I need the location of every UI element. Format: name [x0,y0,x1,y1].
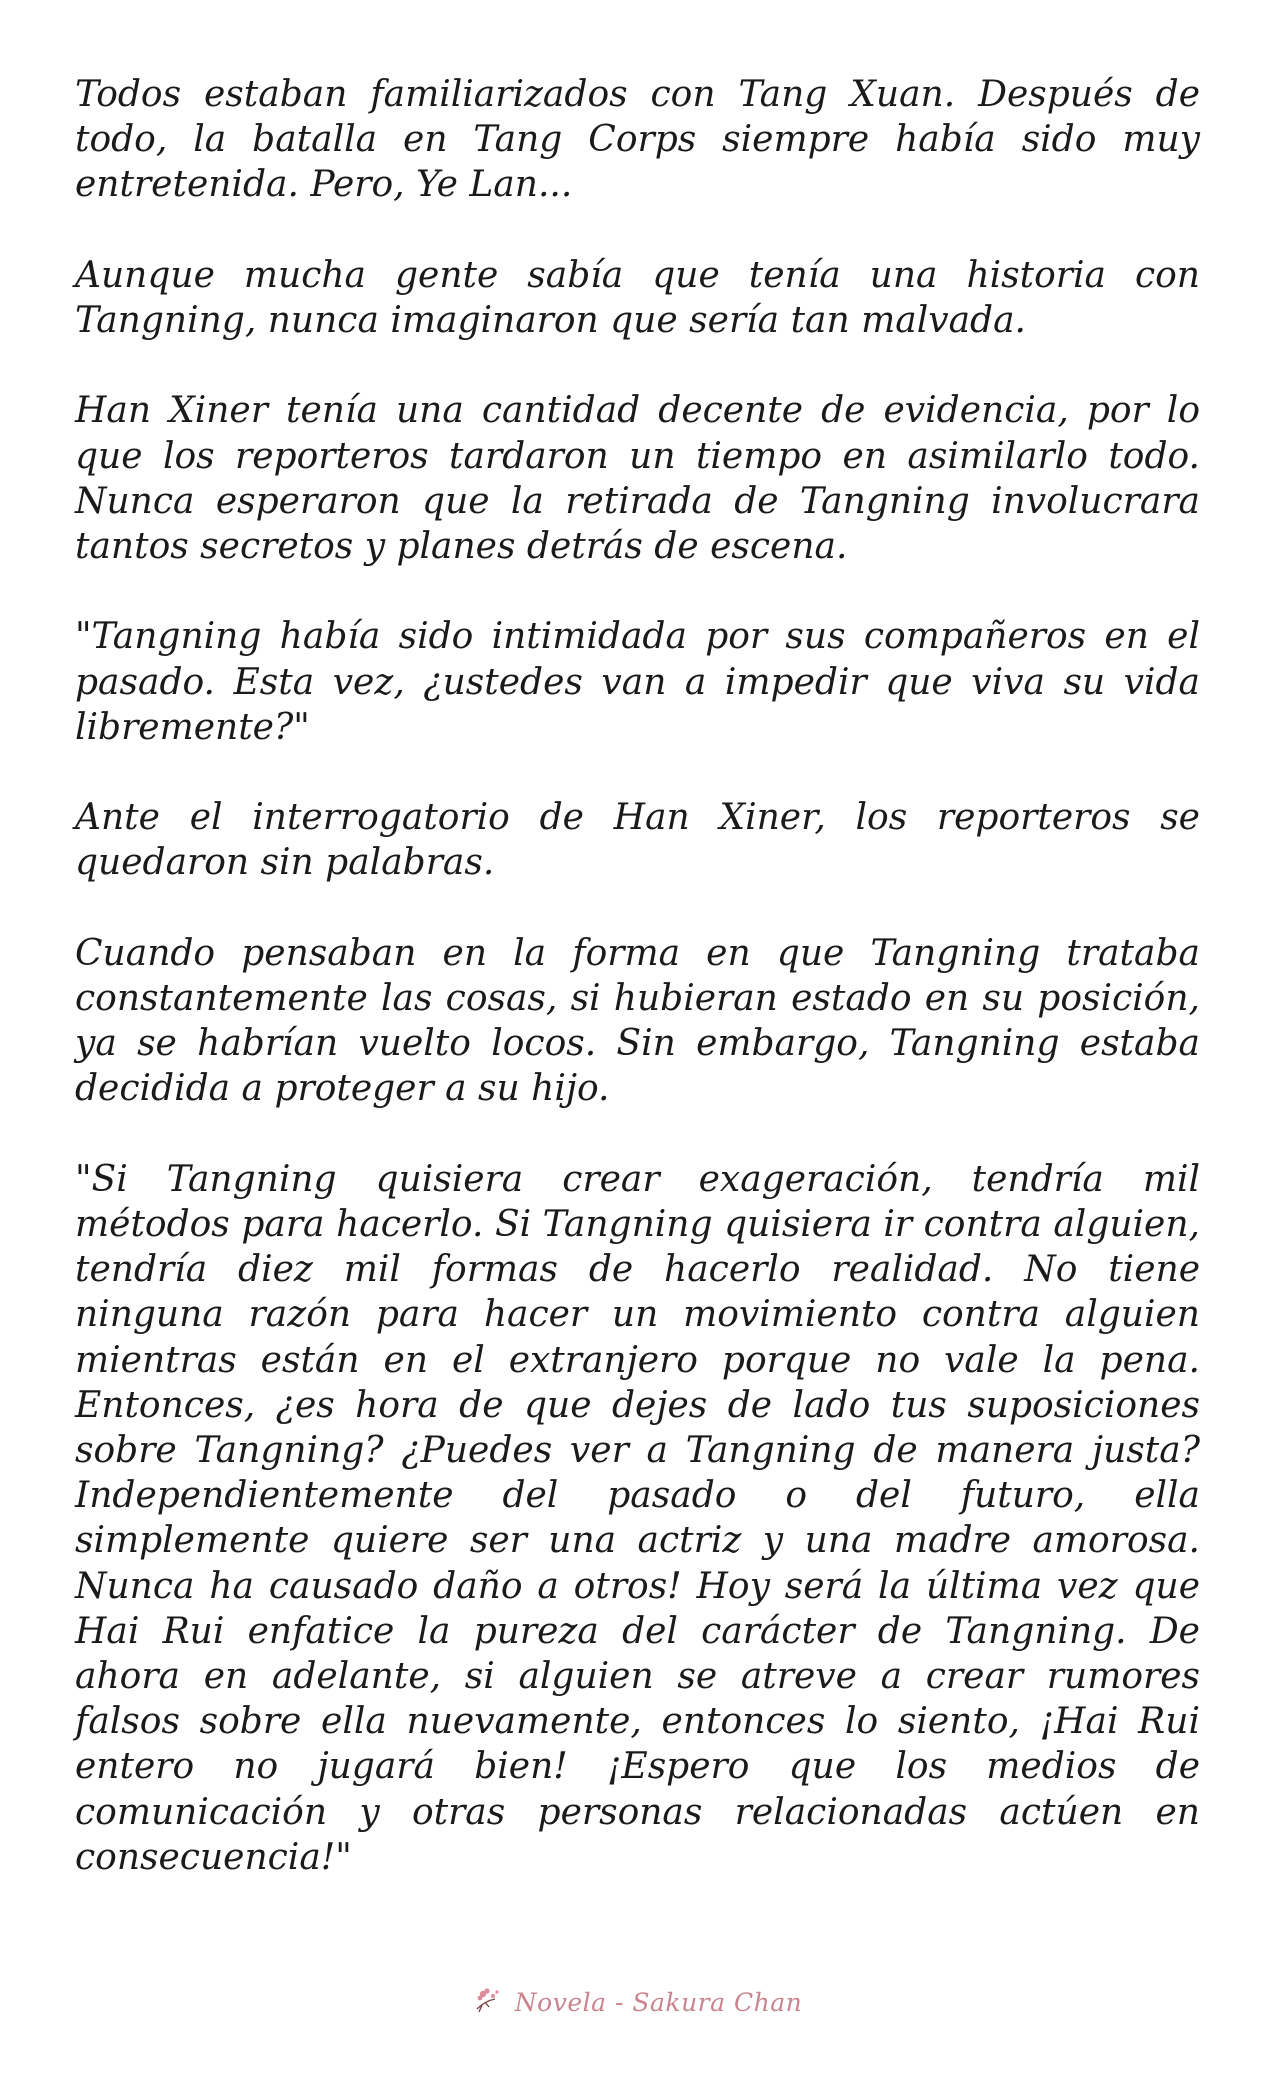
paragraph-1: Todos estaban familiarizados con Tang Xuan. Después de todo, la batalla en Tang Corps siempre había sido muy entretenida. Pero, Ye Lan... [75,74,1200,206]
watermark [0,1985,1275,2017]
document-body [75,72,1200,1925]
paragraph-4: "Tangning había sido intimidada por sus compañeros en el pasado. Esta vez, ¿ustedes van a impedir que viva su vida libremente?" [75,616,1200,748]
paragraph-3: Han Xiner tenía una cantidad decente de evidencia, por lo que los reporteros tardaron un tiempo en asimilarlo todo. Nunca esperaron que la retirada de Tangning involucrara tantos secretos y planes detrás de escena. [75,390,1200,567]
paragraph-2: Aunque mucha gente sabía que tenía una historia con Tangning, nunca imaginaron que sería tan malvada. [75,254,1200,341]
watermark-text: Novela - Sakura Chan [514,1988,803,2017]
paragraph-7: "Si Tangning quisiera crear exageración, tendría mil métodos para hacerlo. Si Tangning quisiera ir contra alguien, tendría diez mil formas de hacerlo realidad. No tiene ninguna razón para hacer un movimiento contra alguien mientras están en el extranjero porque no vale la pena. Entonces, ¿es hora de que dejes de lado tus suposiciones sobre Tangning? ¿Puedes ver a Tangning de manera justa? Independientemente del pasado o del futuro, ella simplemente quiere ser una actriz y una madre amorosa. Nunca ha causado daño a otros! Hoy será la última vez que Hai Rui enfatice la pureza del carácter de Tangning. De ahora en adelante, si alguien se atreve a crear rumores falsos sobre ella nuevamente, entonces lo siento, ¡Hai Rui entero no jugará bien! ¡Espero que los medios de comunicación y otras personas relacionadas actúen en consecuencia!" [75,1158,1200,1878]
paragraph-5: Ante el interrogatorio de Han Xiner, los reporteros se quedaron sin palabras. [75,797,1200,884]
sakura-blossom-icon [473,1985,509,2015]
paragraph-6: Cuando pensaban en la forma en que Tangning trataba constantemente las cosas, si hubieran estado en su posición, ya se habrían vuelto locos. Sin embargo, Tangning estaba decidida a proteger a su hijo. [75,932,1200,1110]
